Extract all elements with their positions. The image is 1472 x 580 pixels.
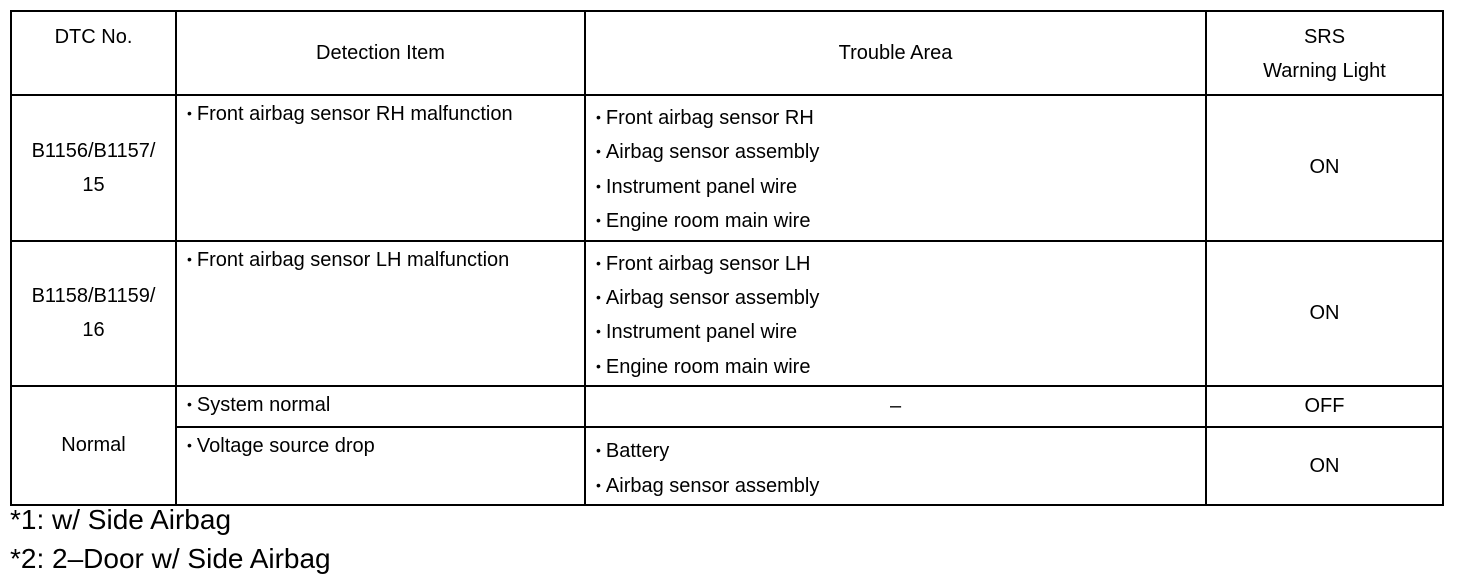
table-header-row [11,11,1443,95]
header-detection-item: Detection Item [176,11,585,95]
detection-item-text: • Voltage source drop [187,428,584,464]
list-item: • Front airbag sensor LH [596,248,1205,282]
detection-item-text: • Front airbag sensor RH malfunction [187,96,584,132]
trouble-area-cell [585,95,1206,241]
trouble-area-list [596,242,1205,386]
header-srs-warning-light [1206,11,1443,95]
srs-light-cell: ON [1206,427,1443,505]
list-item: • Front airbag sensor RH [596,102,1205,136]
srs-light-cell: ON [1206,95,1443,241]
detection-item-cell [176,386,585,427]
footnotes [10,500,331,578]
list-item: • Airbag sensor assembly [596,136,1205,170]
dtc-code-cell [11,241,176,387]
trouble-area-cell [585,427,1206,505]
detection-item-text: • System normal [187,387,584,423]
dtc-code-cell: Normal [11,386,176,505]
detection-item-text: • Front airbag sensor LH malfunction [187,242,584,278]
trouble-area-list [596,96,1205,240]
dtc-table [10,10,1444,506]
header-srs-line1: SRS [1303,26,1346,48]
list-item: • Battery [596,435,1205,469]
table-row [11,386,1443,427]
header-trouble-area: Trouble Area [585,11,1206,95]
list-item: • Instrument panel wire [596,316,1205,350]
srs-light-cell: ON [1206,241,1443,387]
trouble-area-cell: – [585,386,1206,427]
list-item: • Engine room main wire [596,205,1205,239]
header-dtc-no: DTC No. [11,11,176,95]
dtc-code-line2: 15 [82,173,105,196]
table-row [11,241,1443,387]
dtc-code-line1: B1158/B1159/ [31,285,156,308]
detection-item-cell [176,95,585,241]
table-row [11,95,1443,241]
list-item: • Airbag sensor assembly [596,470,1205,504]
table-row [11,427,1443,505]
header-srs-line2: Warning Light [1263,60,1386,82]
trouble-area-list [596,428,1205,504]
dtc-code-line1: B1156/B1157/ [31,139,156,162]
detection-item-cell [176,427,585,505]
footnote: *2: 2–Door w/ Side Airbag [10,543,331,574]
detection-item-cell [176,241,585,387]
list-item: • Engine room main wire [596,351,1205,385]
dtc-code-line2: 16 [82,319,105,342]
footnote: *1: w/ Side Airbag [10,504,232,535]
list-item: • Airbag sensor assembly [596,282,1205,316]
srs-light-cell: OFF [1206,386,1443,427]
list-item: • Instrument panel wire [596,171,1205,205]
trouble-area-cell [585,241,1206,387]
dtc-code-cell [11,95,176,241]
